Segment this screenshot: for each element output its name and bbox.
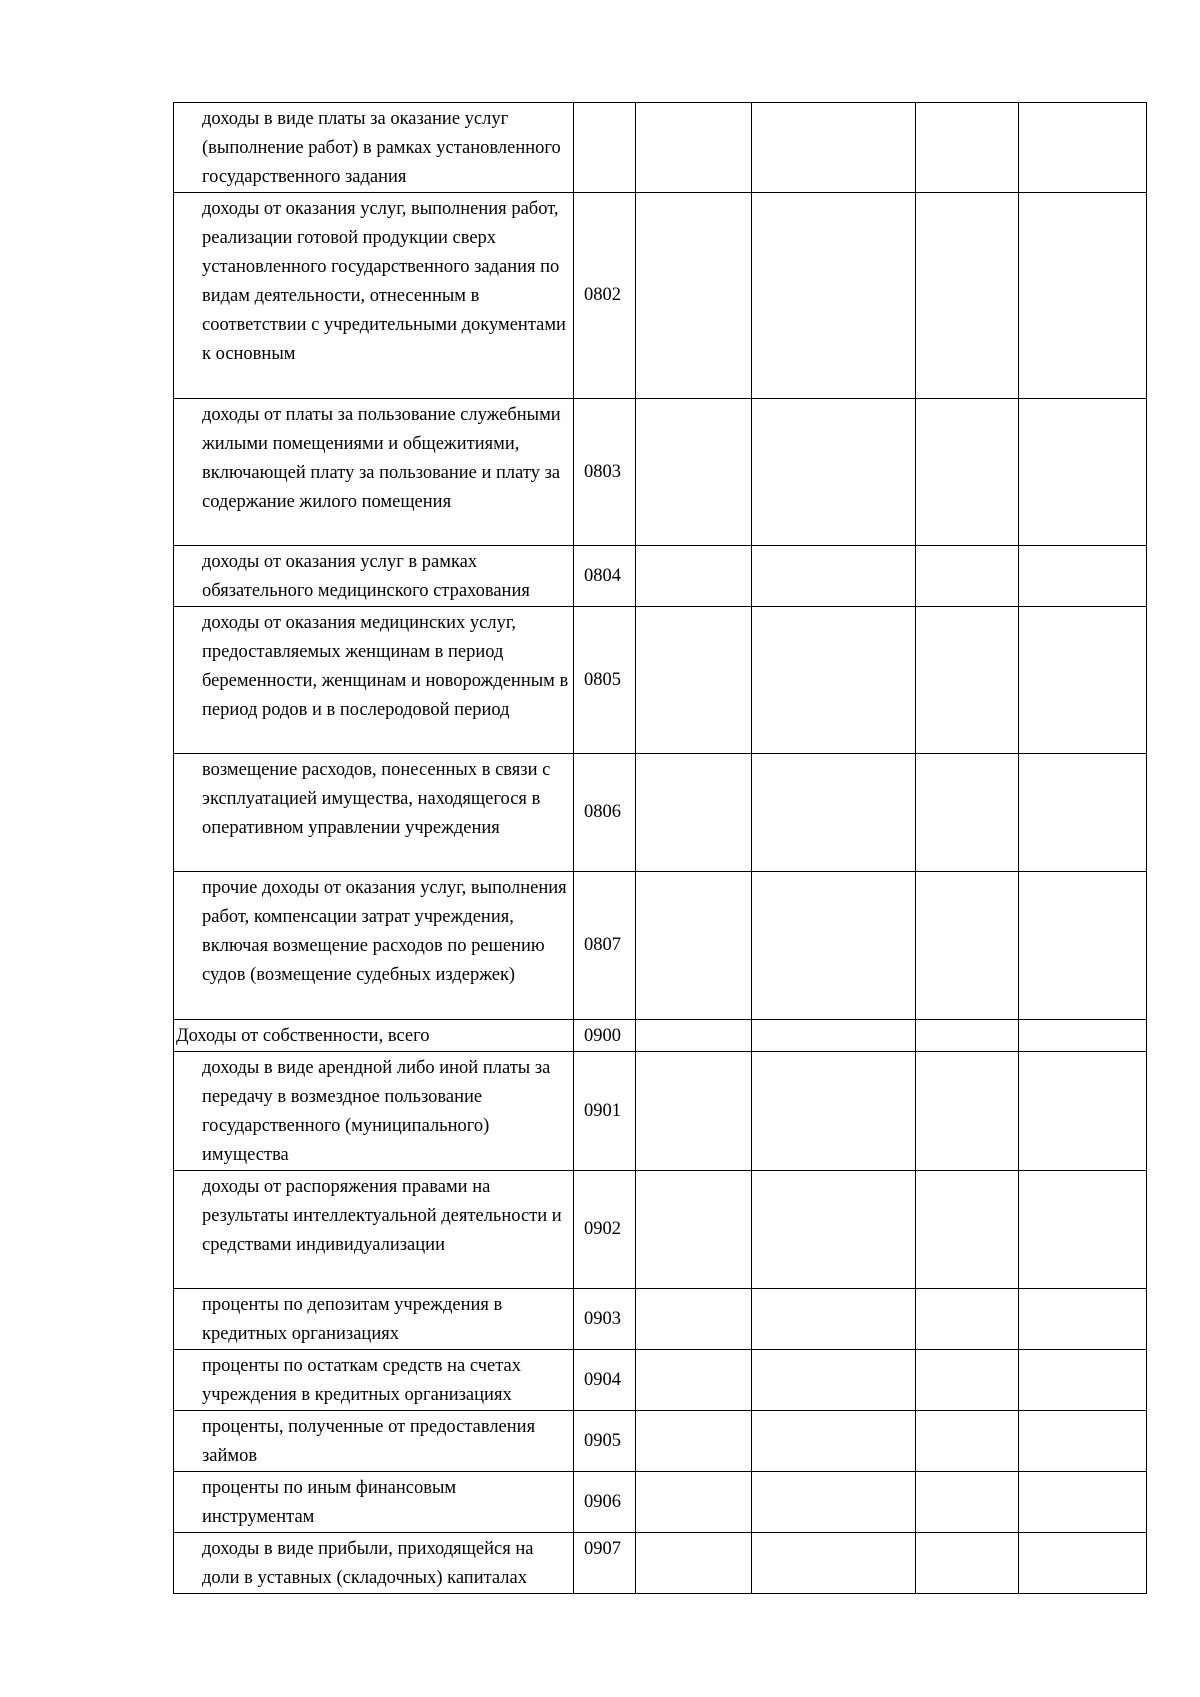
value-cell bbox=[752, 1411, 916, 1472]
value-cell bbox=[636, 1052, 752, 1171]
value-cell bbox=[636, 546, 752, 607]
row-code: 0807 bbox=[574, 872, 636, 1020]
value-cell bbox=[1019, 1020, 1147, 1052]
income-table bbox=[173, 102, 1147, 1594]
row-code: 0802 bbox=[574, 193, 636, 399]
table-row bbox=[174, 1411, 1147, 1472]
value-cell bbox=[916, 103, 1019, 193]
value-cell bbox=[916, 546, 1019, 607]
value-cell bbox=[752, 103, 916, 193]
value-cell bbox=[752, 1350, 916, 1411]
value-cell bbox=[1019, 1052, 1147, 1171]
table-row bbox=[174, 546, 1147, 607]
value-cell bbox=[1019, 1411, 1147, 1472]
value-cell bbox=[636, 1020, 752, 1052]
table-row bbox=[174, 1052, 1147, 1171]
row-code bbox=[574, 103, 636, 193]
value-cell bbox=[752, 1171, 916, 1289]
row-code: 0902 bbox=[574, 1171, 636, 1289]
row-label: доходы в виде арендной либо иной платы за передачу в возмездное пользование государственного (муниципального) имущества bbox=[174, 1052, 574, 1171]
row-label: доходы от платы за пользование служебными жилыми помещениями и общежитиями, включающей плату за пользование и плату за содержание жилого помещения bbox=[174, 399, 574, 546]
row-label: доходы от оказания медицинских услуг, предоставляемых женщинам в период беременности, женщинам и новорожденным в период родов и в послеродовой период bbox=[174, 607, 574, 754]
table-row bbox=[174, 872, 1147, 1020]
value-cell bbox=[752, 193, 916, 399]
table-row bbox=[174, 1020, 1147, 1052]
table-row bbox=[174, 1171, 1147, 1289]
value-cell bbox=[1019, 1533, 1147, 1594]
row-code: 0805 bbox=[574, 607, 636, 754]
value-cell bbox=[916, 607, 1019, 754]
table-row bbox=[174, 754, 1147, 872]
value-cell bbox=[636, 754, 752, 872]
value-cell bbox=[752, 1472, 916, 1533]
row-label: прочие доходы от оказания услуг, выполнения работ, компенсации затрат учреждения, включая возмещение расходов по решению судов (возмещение судебных издержек) bbox=[174, 872, 574, 1020]
row-code: 0803 bbox=[574, 399, 636, 546]
value-cell bbox=[752, 1533, 916, 1594]
value-cell bbox=[636, 103, 752, 193]
row-label: проценты по депозитам учреждения в кредитных организациях bbox=[174, 1289, 574, 1350]
value-cell bbox=[636, 1411, 752, 1472]
table-row bbox=[174, 193, 1147, 399]
table-row bbox=[174, 1289, 1147, 1350]
value-cell bbox=[1019, 546, 1147, 607]
table-row bbox=[174, 1533, 1147, 1594]
value-cell bbox=[1019, 103, 1147, 193]
value-cell bbox=[916, 754, 1019, 872]
row-code: 0907 bbox=[574, 1533, 636, 1594]
row-label: доходы в виде платы за оказание услуг (выполнение работ) в рамках установленного государственного задания bbox=[174, 103, 574, 193]
row-label: возмещение расходов, понесенных в связи с эксплуатацией имущества, находящегося в оперативном управлении учреждения bbox=[174, 754, 574, 872]
row-label: проценты, полученные от предоставления займов bbox=[174, 1411, 574, 1472]
row-code: 0804 bbox=[574, 546, 636, 607]
value-cell bbox=[636, 1533, 752, 1594]
value-cell bbox=[752, 754, 916, 872]
row-label: Доходы от собственности, всего bbox=[174, 1020, 574, 1052]
value-cell bbox=[916, 193, 1019, 399]
value-cell bbox=[1019, 607, 1147, 754]
value-cell bbox=[916, 399, 1019, 546]
row-code: 0904 bbox=[574, 1350, 636, 1411]
table-row bbox=[174, 1350, 1147, 1411]
value-cell bbox=[1019, 754, 1147, 872]
value-cell bbox=[636, 607, 752, 754]
row-code: 0901 bbox=[574, 1052, 636, 1171]
table-row bbox=[174, 1472, 1147, 1533]
value-cell bbox=[916, 1533, 1019, 1594]
row-label: проценты по остаткам средств на счетах учреждения в кредитных организациях bbox=[174, 1350, 574, 1411]
value-cell bbox=[1019, 399, 1147, 546]
table-row bbox=[174, 399, 1147, 546]
row-label: доходы в виде прибыли, приходящейся на доли в уставных (складочных) капиталах bbox=[174, 1533, 574, 1594]
row-label: проценты по иным финансовым инструментам bbox=[174, 1472, 574, 1533]
value-cell bbox=[916, 872, 1019, 1020]
value-cell bbox=[916, 1411, 1019, 1472]
value-cell bbox=[636, 1350, 752, 1411]
value-cell bbox=[636, 193, 752, 399]
value-cell bbox=[916, 1350, 1019, 1411]
row-label: доходы от оказания услуг, выполнения работ, реализации готовой продукции сверх установленного государственного задания по видам деятельности, отнесенным в соответствии с учредительными документами к основным bbox=[174, 193, 574, 399]
value-cell bbox=[636, 399, 752, 546]
value-cell bbox=[752, 1052, 916, 1171]
table-row bbox=[174, 103, 1147, 193]
value-cell bbox=[636, 872, 752, 1020]
value-cell bbox=[1019, 1350, 1147, 1411]
row-label: доходы от оказания услуг в рамках обязательного медицинского страхования bbox=[174, 546, 574, 607]
value-cell bbox=[916, 1171, 1019, 1289]
value-cell bbox=[1019, 1289, 1147, 1350]
row-code: 0903 bbox=[574, 1289, 636, 1350]
row-code: 0806 bbox=[574, 754, 636, 872]
value-cell bbox=[1019, 872, 1147, 1020]
value-cell bbox=[752, 399, 916, 546]
value-cell bbox=[636, 1171, 752, 1289]
value-cell bbox=[752, 872, 916, 1020]
row-label: доходы от распоряжения правами на результаты интеллектуальной деятельности и средствами индивидуализации bbox=[174, 1171, 574, 1289]
value-cell bbox=[1019, 1171, 1147, 1289]
value-cell bbox=[916, 1052, 1019, 1171]
table-row bbox=[174, 607, 1147, 754]
value-cell bbox=[1019, 193, 1147, 399]
value-cell bbox=[916, 1020, 1019, 1052]
value-cell bbox=[636, 1289, 752, 1350]
value-cell bbox=[752, 1020, 916, 1052]
value-cell bbox=[916, 1289, 1019, 1350]
row-code: 0906 bbox=[574, 1472, 636, 1533]
row-code: 0905 bbox=[574, 1411, 636, 1472]
value-cell bbox=[916, 1472, 1019, 1533]
value-cell bbox=[752, 607, 916, 754]
row-code: 0900 bbox=[574, 1020, 636, 1052]
value-cell bbox=[1019, 1472, 1147, 1533]
value-cell bbox=[752, 1289, 916, 1350]
value-cell bbox=[636, 1472, 752, 1533]
value-cell bbox=[752, 546, 916, 607]
